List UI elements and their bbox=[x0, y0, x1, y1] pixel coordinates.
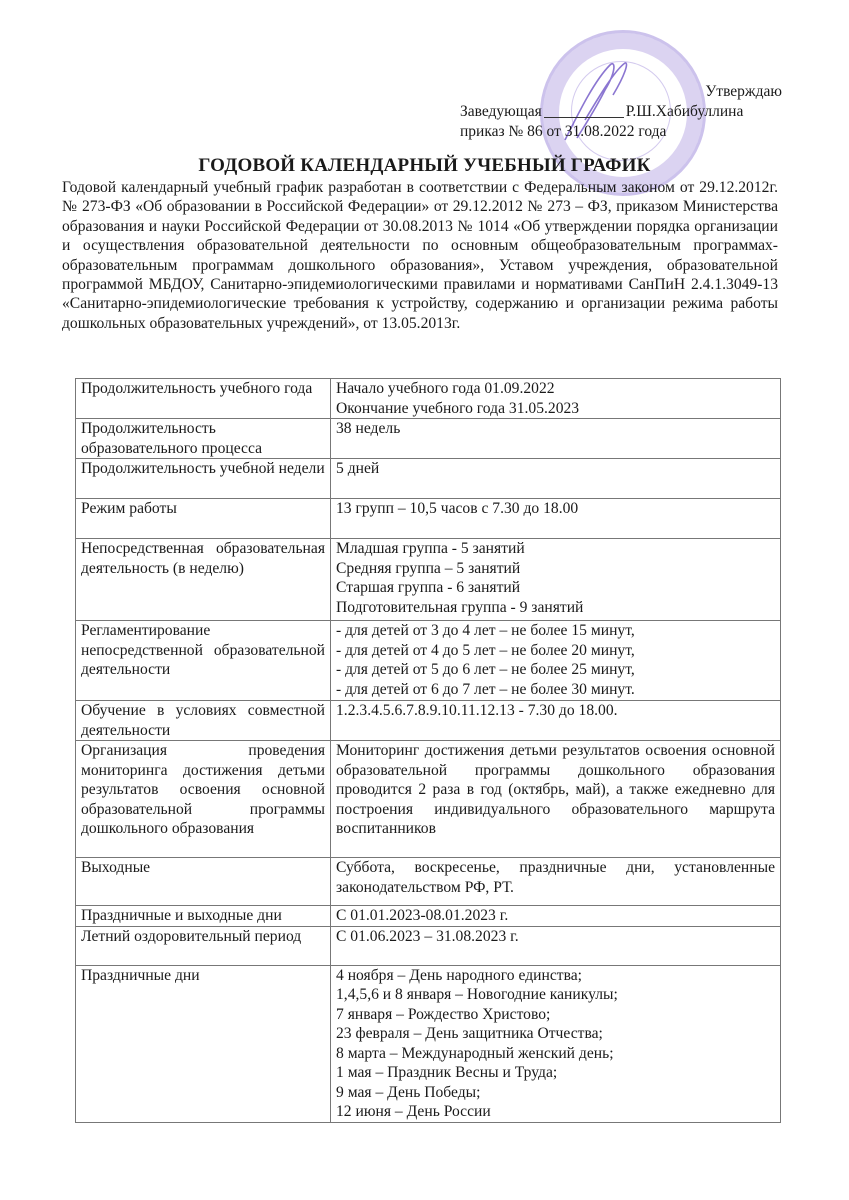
value-line: Средняя группа – 5 занятий bbox=[336, 559, 521, 577]
row-value: Мониторинг достижения детьми результатов освоения основной образовательной программы дошкольного образования проводится 2 раза в год (октябрь, май), а также ежедневно для построения индивидуального образовательного маршрута воспитанников bbox=[331, 741, 781, 858]
table-row bbox=[76, 926, 781, 965]
row-value bbox=[331, 906, 781, 927]
value-line: 4 ноября – День народного единства; bbox=[336, 966, 582, 984]
row-value bbox=[331, 965, 781, 1122]
row-label: Продолжительность образовательного процесса bbox=[76, 419, 331, 459]
approver-name: Р.Ш.Хабибуллина bbox=[625, 103, 744, 120]
row-value bbox=[331, 701, 781, 741]
row-label: Праздничные и выходные дни bbox=[76, 906, 331, 927]
intro-paragraph: Годовой календарный учебный график разработан в соответствии с Федеральным законом от 29.12.2012г. № 273-ФЗ «Об образовании в Российской Федерации» от 29.12.2012 № 273 – ФЗ, приказом Министерства образования и науки Российской Федерации от 30.08.2013 № 1014 «Об утверждении порядка организации и осуществления образовательной деятельности по основным общеобразовательным программах- образовательным программам дошкольного образования», Уставом учреждения, образовательной программой МБДОУ, Санитарно-эпидемиологическими правилами и нормативами СанПиН 2.4.1.3049-13 «Санитарно-эпидемиологические требования к устройству, содержанию и организации режима работы дошкольных образовательных учреждений», от 13.05.2013г. bbox=[62, 179, 778, 332]
row-value bbox=[331, 499, 781, 539]
table-row bbox=[76, 741, 781, 858]
value-line: 23 февраля – День защитника Отчества; bbox=[336, 1025, 603, 1042]
row-value bbox=[331, 926, 781, 965]
signature-line bbox=[544, 102, 624, 118]
value-line: Подготовительная группа - 9 занятий bbox=[336, 598, 584, 616]
value-line: Старшая группа - 6 занятий bbox=[336, 579, 521, 596]
table-row bbox=[76, 858, 781, 906]
table-row bbox=[76, 419, 781, 459]
table-row bbox=[76, 965, 781, 1122]
value-line: 13 групп – 10,5 часов с 7.30 до 18.00 bbox=[336, 500, 579, 517]
approve-label: Утверждаю bbox=[705, 83, 782, 100]
row-label: Организация проведения мониторинга достижения детьми результатов освоения основной образовательной программы дошкольного образования bbox=[76, 741, 331, 858]
table-row bbox=[76, 379, 781, 419]
approver-position: Заведующая bbox=[460, 103, 542, 120]
document-title: ГОДОВОЙ КАЛЕНДАРНЫЙ УЧЕБНЫЙ ГРАФИК bbox=[198, 155, 651, 176]
value-line: С 01.01.2023-08.01.2023 г. bbox=[336, 907, 509, 924]
row-label: Регламентирование непосредственной образовательной деятельности bbox=[76, 621, 331, 701]
row-label: Непосредственная образовательная деятельность (в неделю) bbox=[76, 539, 331, 621]
value-line: 12 июня – День России bbox=[336, 1103, 491, 1120]
value-line: 1 мая – Праздник Весны и Труда; bbox=[336, 1064, 558, 1081]
value-line: 5 дней bbox=[336, 460, 380, 477]
row-label: Праздничные дни bbox=[76, 965, 331, 1122]
table-row bbox=[76, 459, 781, 499]
value-line: 1.2.3.4.5.6.7.8.9.10.11.12.13 - 7.30 до 18.00. bbox=[336, 702, 618, 719]
schedule-table bbox=[75, 378, 781, 1123]
approval-order: приказ № 86 от 31.08.2022 года bbox=[460, 123, 667, 140]
value-line: Младшая группа - 5 занятий bbox=[336, 540, 525, 557]
table-row bbox=[76, 539, 781, 621]
row-label: Продолжительность учебной недели bbox=[76, 459, 331, 499]
value-line: - для детей от 3 до 4 лет – не более 15 минут, bbox=[336, 622, 635, 639]
row-label: Режим работы bbox=[76, 499, 331, 539]
value-line: Начало учебного года 01.09.2022 bbox=[336, 380, 555, 397]
row-label: Продолжительность учебного года bbox=[76, 379, 331, 419]
value-line: - для детей от 6 до 7 лет – не более 30 минут. bbox=[336, 680, 635, 698]
row-value: Суббота, воскресенье, праздничные дни, установленные законодательством РФ, РТ. bbox=[331, 858, 781, 906]
value-line: 1,4,5,6 и 8 января – Новогодние каникулы; bbox=[336, 986, 618, 1003]
value-line: 8 марта – Международный женский день; bbox=[336, 1044, 614, 1062]
row-value bbox=[331, 379, 781, 419]
value-line: 38 недель bbox=[336, 420, 401, 437]
value-line: Окончание учебного года 31.05.2023 bbox=[336, 399, 580, 417]
value-line: С 01.06.2023 – 31.08.2023 г. bbox=[336, 927, 519, 945]
row-value bbox=[331, 419, 781, 459]
row-value bbox=[331, 539, 781, 621]
value-line: - для детей от 4 до 5 лет – не более 20 минут, bbox=[336, 641, 635, 659]
table-row bbox=[76, 499, 781, 539]
table-row bbox=[76, 621, 781, 701]
row-label: Летний оздоровительный период bbox=[76, 926, 331, 965]
value-line: 7 января – Рождество Христово; bbox=[336, 1005, 551, 1023]
approval-block bbox=[460, 82, 790, 142]
table-row bbox=[76, 906, 781, 927]
row-value bbox=[331, 621, 781, 701]
row-label: Выходные bbox=[76, 858, 331, 906]
value-line: 9 мая – День Победы; bbox=[336, 1083, 481, 1101]
row-value bbox=[331, 459, 781, 499]
value-line: - для детей от 5 до 6 лет – не более 25 минут, bbox=[336, 661, 635, 678]
row-label: Обучение в условиях совместной деятельности bbox=[76, 701, 331, 741]
table-row bbox=[76, 701, 781, 741]
